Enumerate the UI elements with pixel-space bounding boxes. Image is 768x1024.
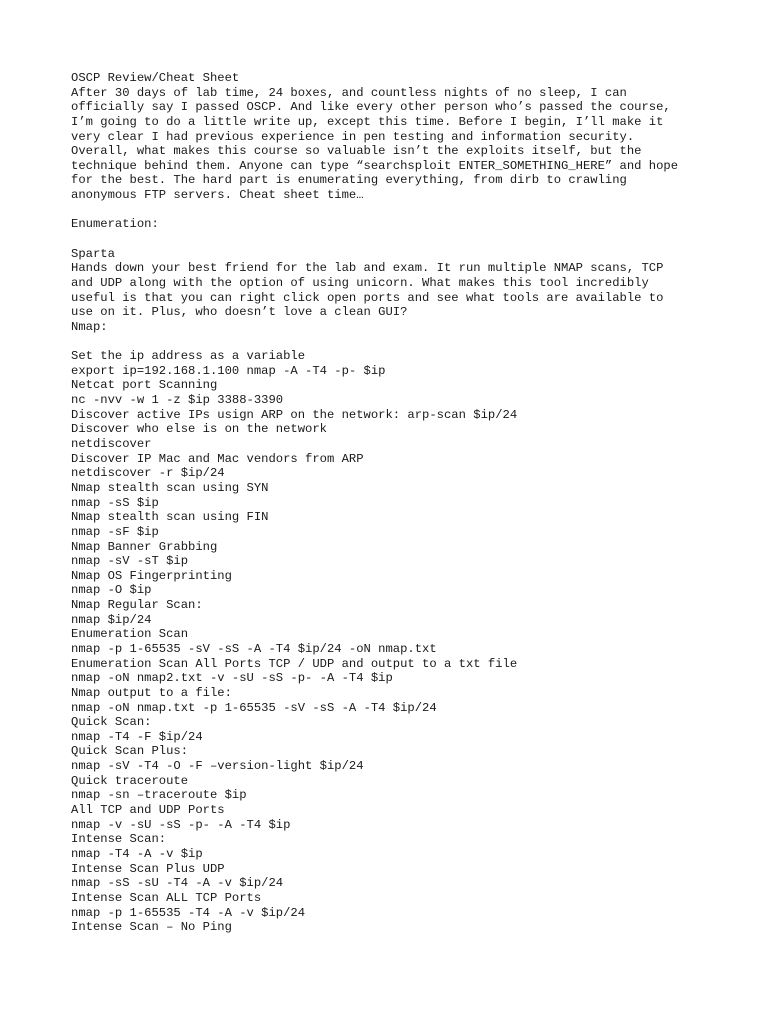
command-line: Intense Scan: [71, 832, 167, 847]
command-line: Nmap stealth scan using SYN [71, 480, 269, 495]
command-line: nmap -oN nmap.txt -p 1-65535 -sV -sS -A -T4 $ip/24 [71, 700, 437, 715]
command-line: nmap -sS $ip [71, 495, 159, 510]
enumeration-heading: Enumeration: [71, 217, 159, 232]
command-line: netdiscover -r $ip/24 [71, 466, 225, 481]
command-line: Nmap stealth scan using FIN [71, 510, 269, 525]
intro-line: for the best. The hard part is enumerating everything, from dirb to crawling [71, 173, 627, 188]
command-line: Quick Scan Plus: [71, 744, 189, 759]
sparta-line: and UDP along with the option of using unicorn. What makes this tool incredibly [71, 275, 649, 290]
command-line: Discover active IPs usign ARP on the network: arp-scan $ip/24 [71, 407, 518, 422]
command-line: All TCP and UDP Ports [71, 803, 225, 818]
command-line: Enumeration Scan All Ports TCP / UDP and output to a txt file [71, 656, 518, 671]
command-line: Netcat port Scanning [71, 378, 218, 393]
intro-line: very clear I had previous experience in pen testing and information security. [71, 129, 635, 144]
intro-line: technique behind them. Anyone can type “searchsploit ENTER_SOMETHING_HERE” and hope [71, 158, 679, 173]
command-line: nc -nvv -w 1 -z $ip 3388-3390 [71, 393, 284, 408]
intro-line: After 30 days of lab time, 24 boxes, and countless nights of no sleep, I can [71, 85, 627, 100]
command-line: Discover who else is on the network [71, 422, 327, 437]
nmap-heading: Nmap: [71, 319, 108, 334]
intro-line: I’m going to do a little write up, except this time. Before I begin, I’ll make it [71, 114, 664, 129]
command-line: nmap -p 1-65535 -sV -sS -A -T4 $ip/24 -oN nmap.txt [71, 641, 437, 656]
intro-line: anonymous FTP servers. Cheat sheet time… [71, 188, 364, 203]
command-line: export ip=192.168.1.100 nmap -A -T4 -p- $ip [71, 363, 386, 378]
command-line: nmap -sV -sT $ip [71, 554, 189, 569]
command-line: Nmap Banner Grabbing [71, 539, 218, 554]
sparta-heading: Sparta [71, 246, 115, 261]
sparta-line: use on it. Plus, who doesn’t love a clean GUI? [71, 305, 408, 320]
command-line: nmap -p 1-65535 -T4 -A -v $ip/24 [71, 905, 306, 920]
command-line: nmap -T4 -F $ip/24 [71, 729, 203, 744]
command-line: Quick traceroute [71, 773, 189, 788]
command-line: Nmap OS Fingerprinting [71, 568, 232, 583]
command-line: nmap -O $ip [71, 583, 152, 598]
spacer [71, 203, 711, 218]
intro-line: Overall, what makes this course so valuable isn’t the exploits itself, but the [71, 144, 642, 159]
command-line: Discover IP Mac and Mac vendors from ARP [71, 451, 364, 466]
command-line: Set the ip address as a variable [71, 349, 306, 364]
command-line: nmap $ip/24 [71, 612, 152, 627]
command-list [71, 349, 711, 935]
intro-line: officially say I passed OSCP. And like every other person who’s passed the course, [71, 100, 671, 115]
command-line: Intense Scan – No Ping [71, 920, 232, 935]
document-title: OSCP Review/Cheat Sheet [71, 71, 240, 85]
sparta-line: useful is that you can right click open ports and see what tools are available to [71, 290, 664, 305]
command-line: Nmap Regular Scan: [71, 598, 203, 613]
command-line: Quick Scan: [71, 715, 152, 730]
command-line: Enumeration Scan [71, 627, 189, 642]
command-line: nmap -sS -sU -T4 -A -v $ip/24 [71, 876, 284, 891]
sparta-paragraph [71, 261, 711, 320]
command-line: Nmap output to a file: [71, 685, 232, 700]
command-line: nmap -v -sU -sS -p- -A -T4 $ip [71, 817, 291, 832]
command-line: nmap -sF $ip [71, 524, 159, 539]
command-line: netdiscover [71, 437, 152, 452]
spacer [71, 232, 711, 247]
command-line: nmap -sn –traceroute $ip [71, 788, 247, 803]
command-line: Intense Scan Plus UDP [71, 861, 225, 876]
command-line: nmap -T4 -A -v $ip [71, 846, 203, 861]
command-line: nmap -sV -T4 -O -F –version-light $ip/24 [71, 759, 364, 774]
command-line: nmap -oN nmap2.txt -v -sU -sS -p- -A -T4 $ip [71, 671, 393, 686]
sparta-line: Hands down your best friend for the lab and exam. It run multiple NMAP scans, TCP [71, 261, 664, 276]
document-page [71, 71, 711, 935]
command-line: Intense Scan ALL TCP Ports [71, 890, 262, 905]
spacer [71, 335, 711, 350]
intro-paragraph [71, 86, 711, 203]
